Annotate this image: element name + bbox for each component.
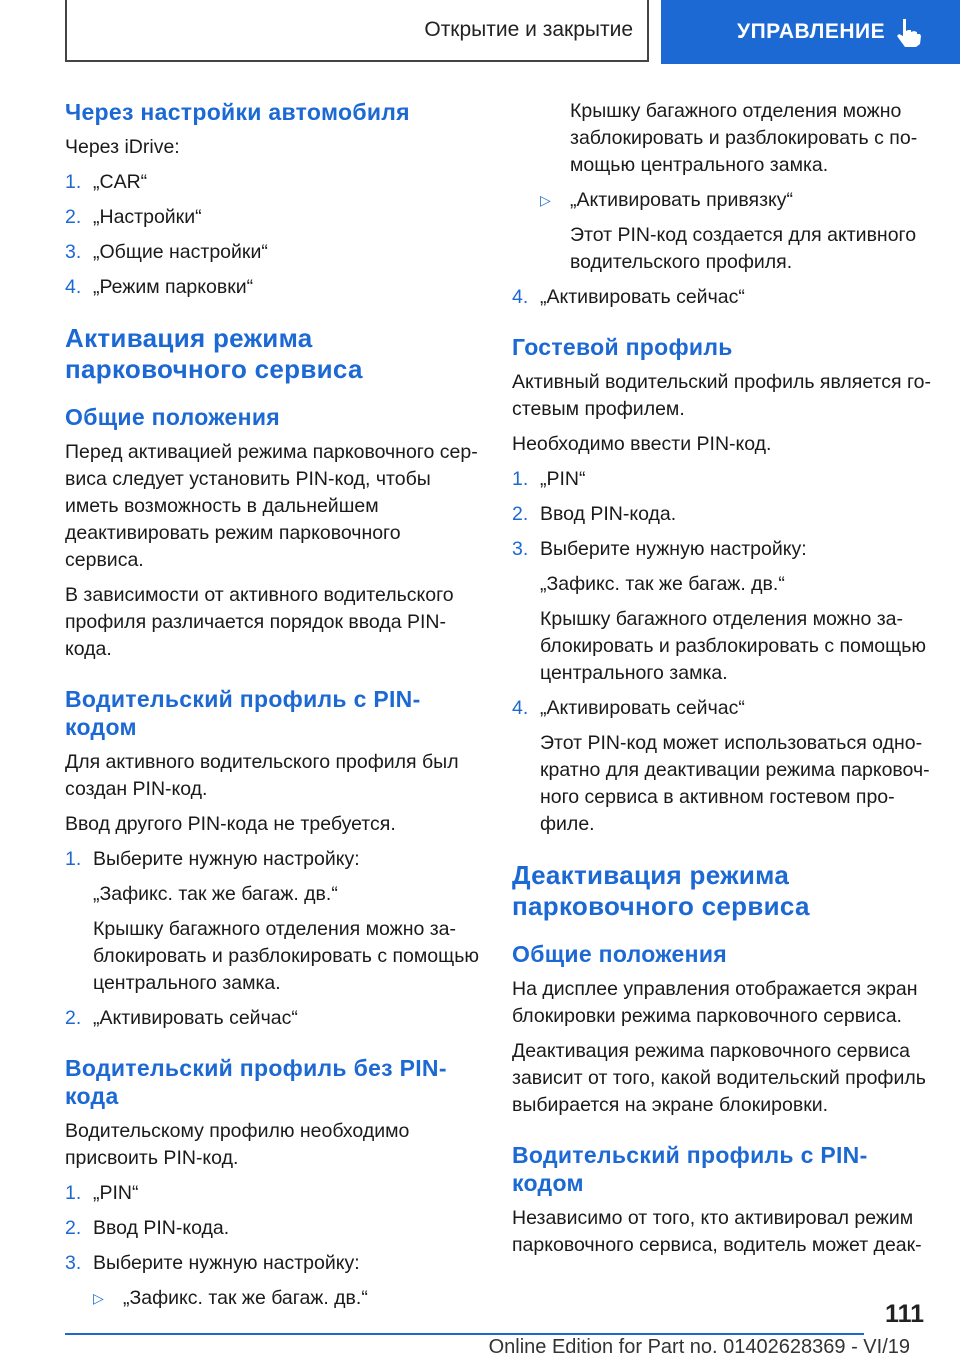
step-text: „PIN“: [540, 468, 586, 490]
step-number: 4.: [512, 286, 529, 308]
deactivation-paragraph-1: На дисплее управления отображается экран блокировки режима парковочного сервиса.: [512, 978, 918, 1027]
step-text: „Активировать сейчас“: [540, 286, 745, 308]
list-item: [65, 204, 480, 231]
sub-item-description: Этот PIN-код создается для активного водительского профиля.: [570, 224, 917, 273]
right-column: [512, 98, 932, 1267]
list-item: [512, 284, 932, 311]
sub-item-text: „Зафикс. так же багаж. дв.“: [123, 1287, 368, 1309]
step-text: „Активировать сейчас“: [540, 697, 745, 719]
step-text: „Активировать сейчас“: [93, 1007, 298, 1029]
step-number: 4.: [512, 697, 529, 719]
step-number: 3.: [65, 1252, 82, 1274]
option-name: „Зафикс. так же багаж. дв.“: [93, 883, 338, 905]
step-text: „PIN“: [93, 1182, 139, 1204]
guest-paragraph-1: Активный водительский профиль является гостевым профилем.: [512, 371, 932, 420]
step-description: Этот PIN-код может использоваться однократно для деактивации режима парковочного сервиса в активном гостевом профиле.: [540, 732, 930, 835]
sub-list-item: [512, 187, 932, 214]
section-label: УПРАВЛЕНИЕ: [737, 20, 886, 43]
step-number: 3.: [65, 241, 82, 263]
list-item: [65, 274, 480, 301]
heading-activation: Активация режима парковочного сервиса: [65, 323, 363, 384]
step-text: Выберите нужную настройку:: [540, 538, 807, 560]
step-text: Ввод PIN-кода.: [93, 1217, 230, 1239]
heading-without-pin: Водительский профиль без PIN-кода: [65, 1055, 447, 1109]
with-pin-paragraph-2: Ввод другого PIN-кода не требуется.: [65, 813, 396, 835]
list-item: [512, 466, 932, 493]
step-number: 3.: [512, 538, 529, 560]
with-pin-2-paragraph-1: Независимо от того, кто активировал режим парковочного сервиса, водитель может деак-: [512, 1207, 922, 1256]
hand-pointer-icon: [894, 17, 924, 49]
step-number: 2.: [512, 503, 529, 525]
sub-list-item: [65, 1285, 480, 1312]
footer-divider: [65, 1333, 864, 1335]
heading-deactivation: Деактивация режима парковочного сервиса: [512, 860, 810, 921]
general-paragraph-1: Перед активацией режима парковочного сервиса следует установить PIN-код, чтобы иметь возможность в дальнейшем деактивировать режим парковочного сервиса.: [65, 441, 478, 571]
list-item: [65, 846, 480, 873]
step-number: 4.: [65, 276, 82, 298]
heading-general-2: Общие положения: [512, 941, 727, 967]
list-item: [65, 1180, 480, 1207]
heading-with-pin-2: Водительский профиль с PIN-кодом: [512, 1142, 868, 1196]
left-column: [65, 98, 480, 1320]
triangle-bullet-icon: ▷: [93, 1290, 104, 1306]
step-number: 1.: [65, 848, 82, 870]
option-name: „Зафикс. так же багаж. дв.“: [540, 573, 785, 595]
via-idrive-text: Через iDrive:: [65, 136, 180, 158]
step-number: 1.: [65, 1182, 82, 1204]
step-number: 1.: [512, 468, 529, 490]
list-item: [65, 1215, 480, 1242]
step-number: 2.: [65, 1007, 82, 1029]
list-item: [65, 169, 480, 196]
step-text: Выберите нужную настройку:: [93, 1252, 360, 1274]
option-description: Крышку багажного отделения можно заблокировать и разблокировать с помощью центрального замка.: [540, 608, 926, 684]
with-pin-paragraph-1: Для активного водительского профиля был создан PIN-код.: [65, 751, 459, 800]
heading-via-settings: Через настройки автомобиля: [65, 99, 410, 125]
list-item: [65, 239, 480, 266]
list-item: [512, 695, 932, 722]
guest-paragraph-2: Необходимо ввести PIN-код.: [512, 433, 772, 455]
chapter-title: Открытие и закрытие: [424, 18, 633, 41]
step-number: 2.: [65, 1217, 82, 1239]
list-item: [512, 501, 932, 528]
without-pin-paragraph-1: Водительскому профилю необходимо присвоить PIN-код.: [65, 1120, 410, 1169]
section-tab[interactable]: [661, 0, 960, 64]
heading-general: Общие положения: [65, 404, 280, 430]
list-item: [512, 536, 932, 563]
chapter-tab[interactable]: [65, 0, 649, 62]
option-description: Крышку багажного отделения можно заблокировать и разблокировать с помощью центрального замка.: [93, 918, 479, 994]
step-text: „Режим парковки“: [93, 276, 254, 298]
step-number: 2.: [65, 206, 82, 228]
sub-item-description: Крышку багажного отделения можно заблокировать и разблокировать с помощью центрального замка.: [570, 100, 918, 176]
page-number: 111: [885, 1300, 924, 1328]
general-paragraph-2: В зависимости от активного водительского профиля различается порядок ввода PIN-кода.: [65, 584, 454, 660]
step-number: 1.: [65, 171, 82, 193]
step-text: Ввод PIN-кода.: [540, 503, 677, 525]
list-item: [65, 1250, 480, 1277]
triangle-bullet-icon: ▷: [540, 192, 551, 208]
step-text: Выберите нужную настройку:: [93, 848, 360, 870]
list-item: [65, 1005, 480, 1032]
heading-with-pin: Водительский профиль с PIN-кодом: [65, 686, 421, 740]
heading-guest: Гостевой профиль: [512, 334, 733, 360]
step-text: „Общие настройки“: [93, 241, 268, 263]
deactivation-paragraph-2: Деактивация режима парковочного сервиса зависит от того, какой водительский профиль выбирается на экране блокировки.: [512, 1040, 926, 1116]
step-text: „CAR“: [93, 171, 148, 193]
footer-edition: Online Edition for Part no. 01402628369 - VI/19: [488, 1336, 910, 1358]
step-text: „Настройки“: [93, 206, 202, 228]
sub-item-text: „Активировать привязку“: [570, 189, 794, 211]
